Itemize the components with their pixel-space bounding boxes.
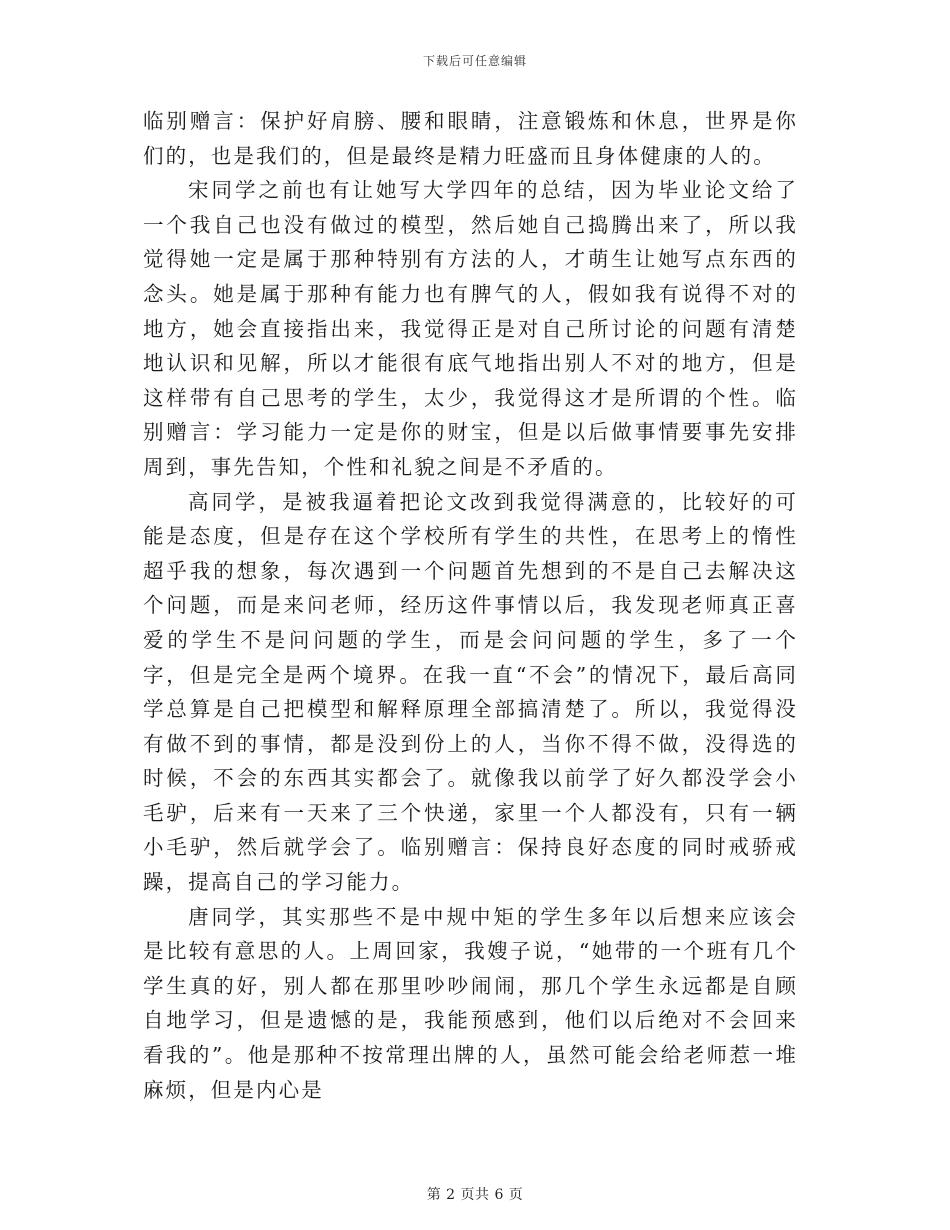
page-footer: 第 2 页共 6 页 bbox=[426, 1187, 524, 1203]
page-header: 下载后可任意编辑 bbox=[422, 54, 527, 68]
document-body bbox=[143, 104, 798, 1107]
paragraph-gao: 高同学，是被我逼着把论文改到我觉得满意的，比较好的可能是态度，但是存在这个学校所有学生的共性，在思考上的惰性超乎我的想象，每次遇到一个问题首先想到的不是自己去解决这个问题，而是来问老师，经历这件事情以后，我发现老师真正喜爱的学生不是问问题的学生，而是会问问题的学生，多了一个字，但是完全是两个境界。在我一直“不会”的情况下，最后高同学总算是自己把模型和解释原理全部搞清楚了。所以，我觉得没有做不到的事情，都是没到份上的人，当你不得不做，没得选的时候，不会的东西其实都会了。就像我以前学了好久都没学会小毛驴，后来有一天来了三个快递，家里一个人都没有，只有一辆小毛驴，然后就学会了。临别赠言：保持良好态度的同时戒骄戒躁，提高自己的学习能力。 bbox=[143, 489, 798, 895]
paragraph-tang: 唐同学，其实那些不是中规中矩的学生多年以后想来应该会是比较有意思的人。上周回家，我嫂子说，“她带的一个班有几个学生真的好，别人都在那里吵吵闹闹，那几个学生永远都是自顾自地学习，但是遗憾的是，我能预感到，他们以后绝对不会回来看我的”。他是那种不按常理出牌的人，虽然可能会给老师惹一堆麻烦，但是内心是 bbox=[143, 904, 798, 1102]
paragraph-song: 宋同学之前也有让她写大学四年的总结，因为毕业论文给了一个我自己也没有做过的模型，然后她自己捣腾出来了，所以我觉得她一定是属于那种特别有方法的人，才萌生让她写点东西的念头。她是属于那种有能力也有脾气的人，假如我有说得不对的地方，她会直接指出来，我觉得正是对自己所讨论的问题有清楚地认识和见解，所以才能很有底气地指出别人不对的地方，但是这样带有自己思考的学生，太少，我觉得这才是所谓的个性。临别赠言：学习能力一定是你的财宝，但是以后做事情要事先安排周到，事先告知，个性和礼貌之间是不矛盾的。 bbox=[143, 178, 798, 479]
paragraph-closing-advice: 临别赠言：保护好肩膀、腰和眼睛，注意锻炼和休息，世界是你们的，也是我们的，但是最终是精力旺盛而且身体健康的人的。 bbox=[143, 109, 798, 168]
